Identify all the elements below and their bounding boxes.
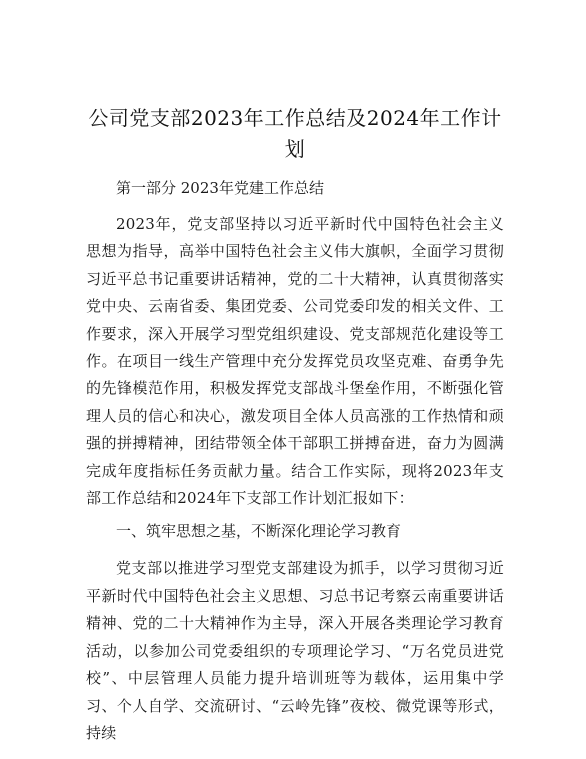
intro-paragraph: 2023年，党支部坚持以习近平新时代中国特色社会主义思想为指导，高举中国特色社会主义伟大旗帜，全面学习贯彻习近平总书记重要讲话精神，党的二十大精神，认真贯彻落实党中央、云南省委、集团党委、公司党委印发的相关文件、工作要求，深入开展学习型党组织建设、党支部规范化建设等工作。在项目一线生产管理中充分发挥党员攻坚克难、奋勇争先的先锋模范作用，积极发挥党支部战斗堡垒作用，不断强化管理人员的信心和决心，激发项目全体人员高涨的工作热情和顽强的拼搏精神，团结带领全体干部职工拼搏奋进，奋力为圆满完成年度指标任务贡献力量。结合工作实际，现将2023年支部工作总结和2024年下支部工作计划汇报如下： [86, 215, 504, 508]
body-paragraph: 党支部以推进学习型党支部建设为抓手，以学习贯彻习近平新时代中国特色社会主义思想、习总书记考察云南重要讲话精神、党的二十大精神作为主导，深入开展各类理论学习教育活动，以参加公司党委组织的专项理论学习、“万名党员进党校”、中层管理人员能力提升培训班等为载体，运用集中学习、个人自学、交流研讨、“云岭先锋”夜校、微党课等形式，持续 [86, 559, 504, 742]
section-subheading: 一、筑牢思想之基，不断深化理论学习教育 [116, 522, 402, 541]
part-heading: 第一部分 2023年党建工作总结 [116, 179, 324, 197]
document-title: 公司党支部2023年工作总结及2024年工作计划 [88, 106, 502, 161]
